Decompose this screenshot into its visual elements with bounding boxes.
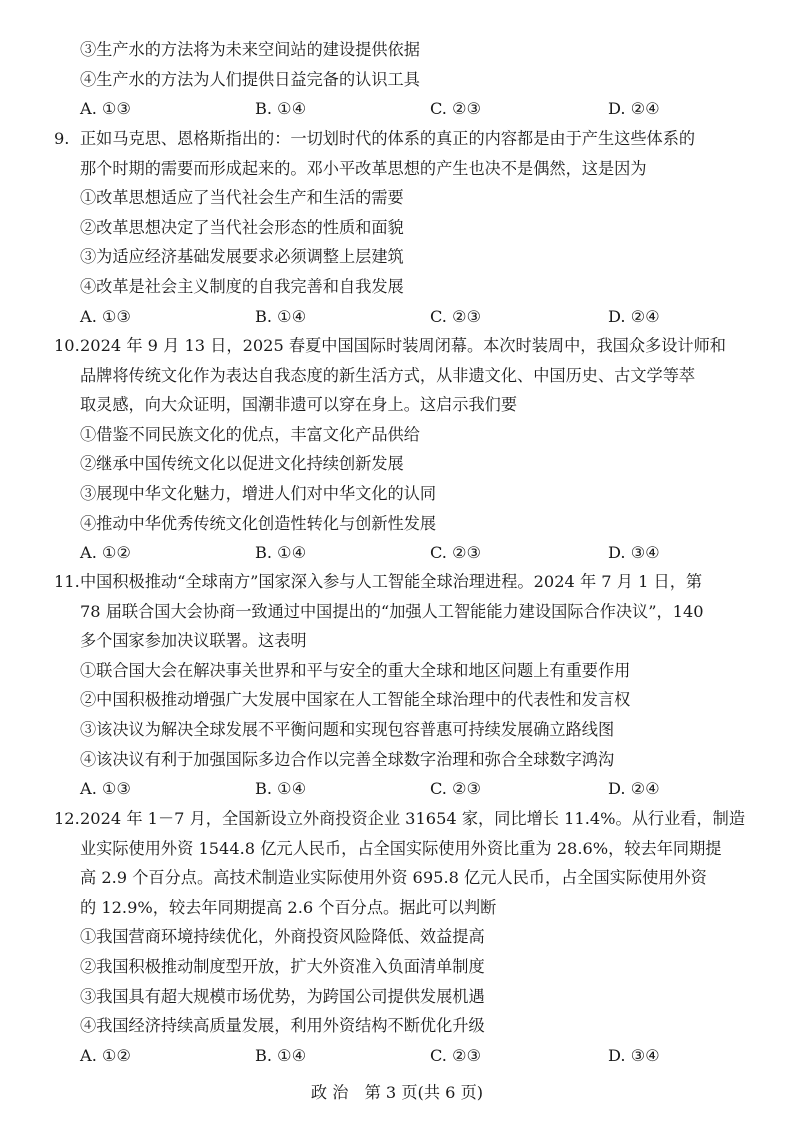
option-line: ③我国具有超大规模市场优势，为跨国公司提供发展机遇 bbox=[80, 986, 485, 1006]
question-stem-line bbox=[0, 331, 794, 361]
option-line: ④改革是社会主义制度的自我完善和自我发展 bbox=[80, 276, 404, 296]
choice-c: C. ②③ bbox=[430, 306, 482, 326]
question-stem-line: 的 12.9%，较去年同期提高 2.6 个百分点。据此可以判断 bbox=[80, 897, 497, 917]
question-number: 9. bbox=[54, 129, 70, 148]
choice-c: C. ②③ bbox=[430, 779, 482, 799]
question-stem-line: 取灵感，向大众证明，国潮非遗可以穿在身上。这启示我们要 bbox=[80, 395, 518, 415]
choice-b: B. ①④ bbox=[255, 779, 307, 799]
option-line: ④我国经济持续高质量发展，利用外资结构不断优化升级 bbox=[80, 1016, 485, 1036]
option-line: ②中国积极推动增强广大发展中国家在人工智能全球治理中的代表性和发言权 bbox=[80, 690, 631, 710]
question-9 bbox=[0, 124, 794, 331]
option-line: ④推动中华优秀传统文化创造性转化与创新性发展 bbox=[80, 513, 437, 533]
stem-text: 正如马克思、恩格斯指出的：一切划时代的体系的真正的内容都是由于产生这些体系的 bbox=[80, 129, 696, 148]
question-11 bbox=[0, 567, 794, 804]
option-line: ③展现中华文化魅力，增进人们对中华文化的认同 bbox=[80, 483, 437, 503]
choice-a: A. ①③ bbox=[80, 306, 132, 326]
option-line: ①改革思想适应了当代社会生产和生活的需要 bbox=[80, 188, 404, 208]
option-line: ③为适应经济基础发展要求必须调整上层建筑 bbox=[80, 247, 404, 267]
option-line: ③该决议为解决全球发展不平衡问题和实现包容普惠可持续发展确立路线图 bbox=[80, 719, 615, 739]
choice-c: C. ②③ bbox=[430, 543, 482, 563]
option-line: ④该决议有利于加强国际多边合作以完善全球数字治理和弥合全球数字鸿沟 bbox=[80, 749, 615, 769]
question-10 bbox=[0, 331, 794, 568]
stem-text: 2024 年 9 月 13 日，2025 春夏中国国际时装周闭幕。本次时装周中，我国众多设计师和 bbox=[80, 336, 726, 355]
choice-a: A. ①② bbox=[80, 543, 132, 563]
question-number: 10. bbox=[54, 336, 80, 355]
option-line: ②我国积极推动制度型开放，扩大外资准入负面清单制度 bbox=[80, 956, 485, 976]
option-line: ②改革思想决定了当代社会形态的性质和面貌 bbox=[80, 217, 404, 237]
choice-d: D. ③④ bbox=[608, 1045, 660, 1065]
choice-c: C. ②③ bbox=[430, 99, 482, 119]
question-stem-line: 品牌将传统文化作为表达自我态度的新生活方式，从非遗文化、中国历史、古文学等萃 bbox=[80, 365, 696, 385]
question-stem-line: 多个国家参加决议联署。这表明 bbox=[80, 631, 307, 651]
option-line: ①借鉴不同民族文化的优点，丰富文化产品供给 bbox=[80, 424, 420, 444]
choice-d: D. ③④ bbox=[608, 543, 660, 563]
choice-b: B. ①④ bbox=[255, 543, 307, 563]
option-line: ③生产水的方法将为未来空间站的建设提供依据 bbox=[80, 40, 420, 59]
choice-b: B. ①④ bbox=[255, 99, 307, 119]
stem-text: 中国积极推动“全球南方”国家深入参与人工智能全球治理进程。2024 年 7 月 1 日，第 bbox=[80, 572, 703, 591]
choice-d: D. ②④ bbox=[608, 779, 660, 799]
answer-choices bbox=[0, 538, 794, 568]
choice-d: D. ②④ bbox=[608, 99, 660, 119]
choice-b: B. ①④ bbox=[255, 1045, 307, 1065]
question-stem-line bbox=[0, 124, 794, 154]
question-12 bbox=[0, 804, 794, 1070]
option-line: ①我国营商环境持续优化，外商投资风险降低、效益提高 bbox=[80, 927, 485, 947]
question-stem-line: 高 2.9 个百分点。高技术制造业实际使用外资 695.8 亿元人民币，占全国实际使用外资 bbox=[80, 868, 707, 888]
question-stem-line bbox=[0, 567, 794, 597]
question-stem-line: 那个时期的需要而形成起来的。邓小平改革思想的产生也决不是偶然，这是因为 bbox=[80, 158, 647, 178]
question-stem-line bbox=[0, 804, 794, 834]
question-stem-line: 业实际使用外资 1544.8 亿元人民币，占全国实际使用外资比重为 28.6%，较去年同期提 bbox=[80, 838, 722, 858]
stem-text: 2024 年 1－7 月，全国新设立外商投资企业 31654 家，同比增长 11.4%。从行业看，制造 bbox=[80, 809, 746, 828]
choice-a: A. ①③ bbox=[80, 779, 132, 799]
question-number: 12. bbox=[54, 809, 80, 828]
question-number: 11. bbox=[54, 572, 80, 591]
option-line: ④生产水的方法为人们提供日益完备的认识工具 bbox=[80, 69, 420, 89]
answer-choices bbox=[0, 302, 794, 332]
answer-choices bbox=[0, 94, 794, 124]
option-line: ①联合国大会在解决事关世界和平与安全的重大全球和地区问题上有重要作用 bbox=[80, 660, 631, 680]
answer-choices bbox=[0, 774, 794, 804]
question-8-tail bbox=[0, 35, 794, 124]
choice-a: A. ①③ bbox=[80, 99, 132, 119]
choice-d: D. ②④ bbox=[608, 306, 660, 326]
choice-a: A. ①② bbox=[80, 1045, 132, 1065]
option-line: ②继承中国传统文化以促进文化持续创新发展 bbox=[80, 454, 404, 474]
choice-c: C. ②③ bbox=[430, 1045, 482, 1065]
choice-b: B. ①④ bbox=[255, 306, 307, 326]
page-footer: 政 治 第 3 页(共 6 页) bbox=[310, 1083, 484, 1102]
question-stem-line: 78 届联合国大会协商一致通过中国提出的“加强人工智能能力建设国际合作决议”，140 bbox=[80, 601, 704, 621]
answer-choices bbox=[0, 1041, 794, 1071]
